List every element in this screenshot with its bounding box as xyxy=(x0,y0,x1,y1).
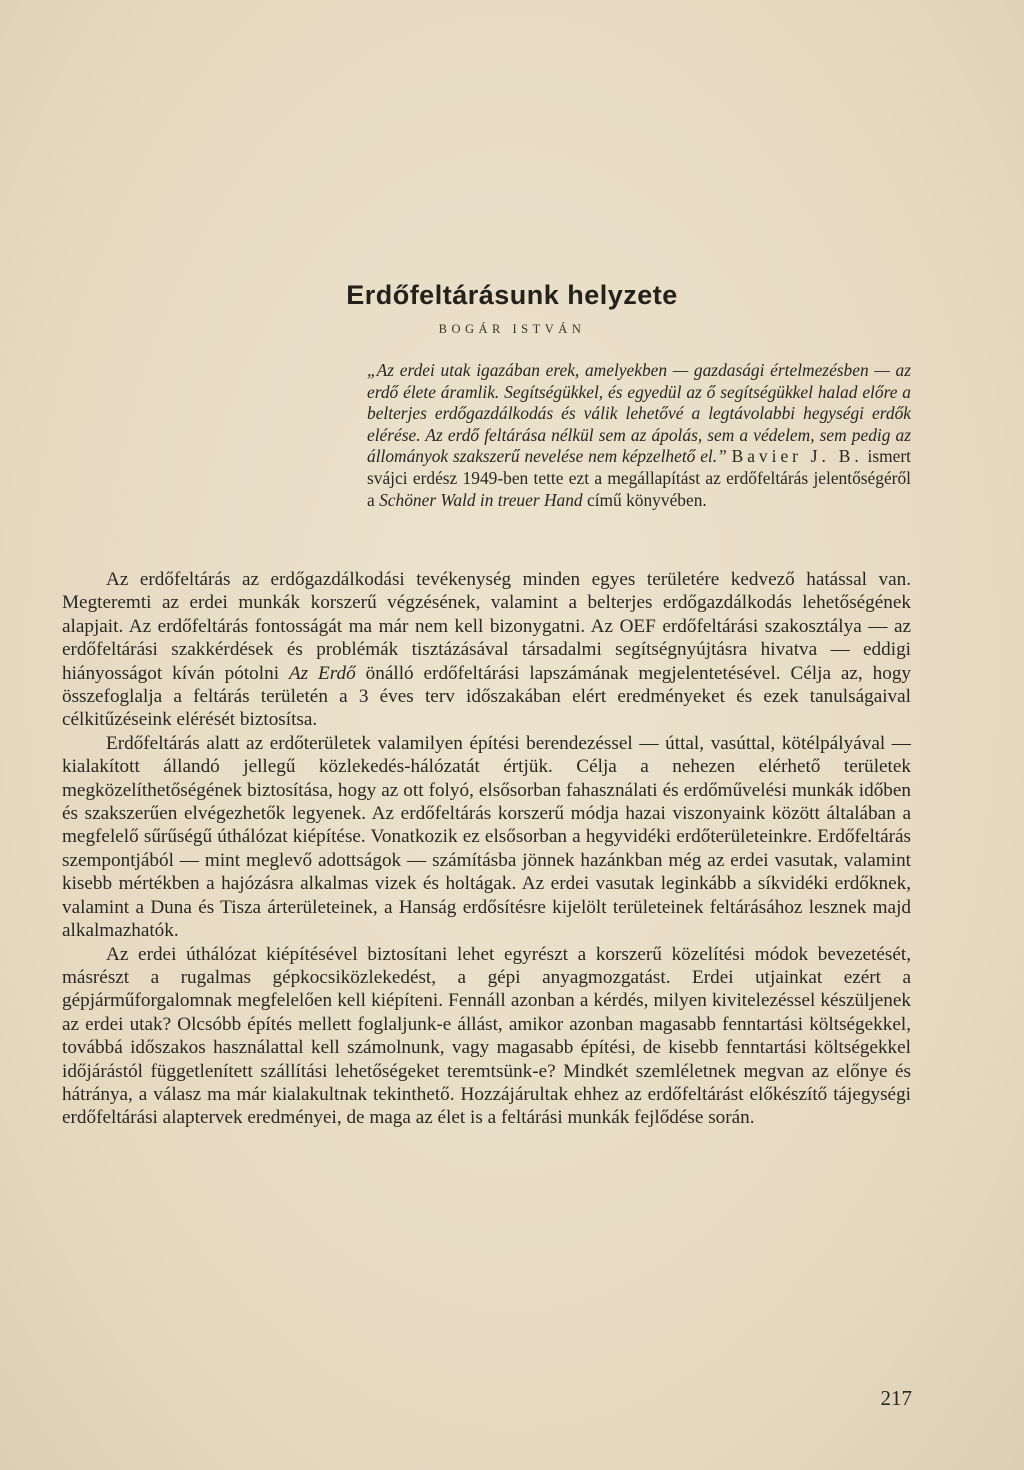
page-number: 217 xyxy=(880,1386,912,1410)
paragraph-text: önálló erdőfeltárási lapszámának megjelentetésével. Célja az, hogy összefoglalja a feltárás területén a 3 éves terv időszakában elért eredményeket és ezek tanulságaival célkitűzéseink elérését biztosítsa. xyxy=(62,662,912,731)
epigraph-attribution: ismert svájci erdész 1949-ben tette ezt a megállapítást az erdőfeltárás jelentőségéről a xyxy=(367,446,911,510)
article-author: BOGÁR ISTVÁN xyxy=(438,322,586,336)
epigraph-attribution-end: című könyvében. xyxy=(586,489,707,510)
epigraph-quote: „Az erdei utak igazában erek, amelyekben — gazdasági értelmezésben — az erdő élete áramlik. Segítségükkel, és egyedül az ő segítségükkel halad előre a belterjes erdőgazdálkodás és válik lehetővé a legtávolabbi hegységi erdők elérése. Az erdő feltárása nélkül sem az ápolás, sem a védelem, sem pedig az állományok szakszerű nevelése nem képzelhető el.” xyxy=(367,360,911,467)
epigraph xyxy=(367,360,911,511)
epigraph-book-title: Schöner Wald in treuer Hand xyxy=(379,489,583,510)
epigraph-author: Bavier J. B. xyxy=(731,446,863,467)
epigraph-text xyxy=(367,360,911,511)
article-body xyxy=(62,568,911,1130)
paragraph: Az erdei úthálózat kiépítésével biztosítani lehet egyrészt a korszerű közelítési módok bevezetését, másrészt a rugalmas gépkocsiközlekedést, a gépi anyagmozgatást. Erdei utjainkat ezért a gépjárműforgalomnak megfelelően kell kiépíteni. Fennáll azonban a kérdés, milyen kivitelezéssel készüljenek az erdei utak? Olcsóbb építés mellett foglaljunk-e állást, amikor azonban magasabb fenntartási költségekkel, továbbá időszakos használattal kell számolnunk, vagy magasabb építési, de kisebb fenntartási költségekkel időjárástól függetlenített szállítási lehetőségeket teremtsünk-e? Mindkét szemléletnek megvan az előnye és hátránya, a válasz ma már kialakultnak tekinthető. Hozzájárultak ehhez az erdőfeltárást előkészítő tájegységi erdőfeltárási alaptervek eredményei, de maga az élet is a feltárási munkák fejlődése során. xyxy=(62,943,911,1129)
paragraph xyxy=(62,568,911,732)
magazine-title: Az Erdő xyxy=(288,662,356,684)
article-title: Erdőfeltárásunk helyzete xyxy=(346,280,678,310)
paragraph: Erdőfeltárás alatt az erdőterületek valamilyen építési berendezéssel — úttal, vasúttal, kötélpályával — kialakított állandó jellegű közlekedés-hálózatát értjük. Célja a nehezen elérhető területek megközelíthetőségének biztosítása, hogy az ott folyó, elsősorban fahasználati és erdőművelési munkák időben és szakszerűen elvégezhetők legyenek. Az erdőfeltárás korszerű módja hazai viszonyaink között általában a megfelelő sűrűségű úthálózat kiépítése. Vonatkozik ez elsősorban a hegyvidéki erdőterületeinkre. Erdőfeltárás szempontjából — mint meglevő adottságok — számításba jönnek hazánkban még az erdei vasutak, valamint kisebb mértékben a hajózásra alkalmas vizek és holtágak. Az erdei vasutak leginkább a síkvidéki erdőknek, valamint a Duna és Tisza árterületeinek, a Hanság erdősítésre kijelölt területeinek feltárásához lesznek majd alkalmazhatók. xyxy=(62,732,911,942)
paragraph-text: Az erdőfeltárás az erdőgazdálkodási tevékenység minden egyes területére kedvező hatással van. Megteremti az erdei munkák korszerű végzésének, valamint a belterjes erdőgazdálkodás lehetőségének alapjait. Az erdőfeltárás fontosságát ma már nem kell bizonygatni. Az OEF erdőfeltárási szakosztálya — az erdőfeltárási szakkérdések és problémák tisztázásával társadalmi segítségnyújtásra hivatva — eddigi hiányosságot kíván pótolni xyxy=(62,569,911,684)
